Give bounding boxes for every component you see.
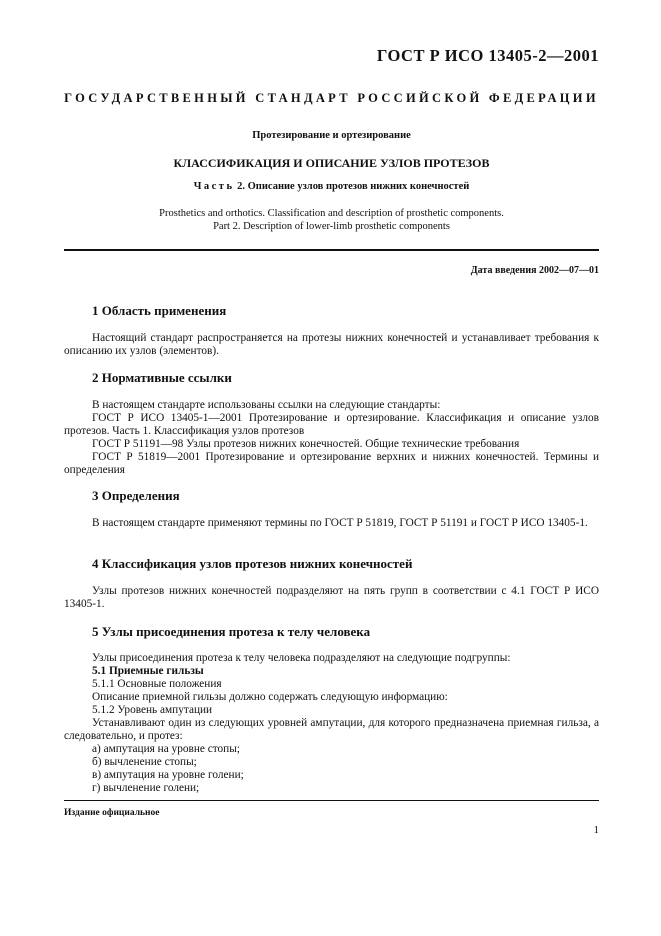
section-1-heading: 1 Область применения (92, 303, 227, 318)
section-5-heading: 5 Узлы присоединения протеза к телу человека (92, 624, 371, 639)
subsection-5-1-2-heading: 5.1.2 Уровень ампутации (92, 704, 213, 716)
reference-gost-r-iso-13405-1: ГОСТ Р ИСО 13405-1—2001 Протезирование и ортезирование. Классификация и описание узлов протезов. Часть 1. Классификация узлов протезов (64, 412, 599, 438)
part-title-rest: 2. Описание узлов протезов нижних конечностей (237, 181, 470, 192)
standard-title: КЛАССИФИКАЦИЯ И ОПИСАНИЕ УЗЛОВ ПРОТЕЗОВ (173, 156, 490, 170)
section-5-intro: Узлы присоединения протеза к телу человека подразделяют на следующие подгруппы: (92, 652, 511, 664)
section-2-heading: 2 Нормативные ссылки (92, 370, 232, 385)
list-item: а) ампутация на уровне стопы; (92, 743, 240, 755)
english-title-line-2: Part 2. Description of lower-limb prosthetic components (213, 221, 450, 232)
introduction-date: Дата введения 2002—07—01 (470, 265, 599, 276)
state-standard-banner: ГОСУДАРСТВЕННЫЙ СТАНДАРТ РОССИЙСКОЙ ФЕДЕРАЦИИ (64, 91, 599, 105)
reference-gost-r-51819: ГОСТ Р 51819—2001 Протезирование и ортезирование верхних и нижних конечностей. Термины и определения (64, 451, 599, 477)
page-number: 1 (593, 824, 599, 836)
section-3-text: В настоящем стандарте применяют термины по ГОСТ Р 51819, ГОСТ Р 51191 и ГОСТ Р ИСО 13405-1. (92, 517, 588, 529)
english-title-line-1: Prosthetics and orthotics. Classification and description of prosthetic components. (159, 208, 504, 219)
section-4-heading: 4 Классификация узлов протезов нижних конечностей (92, 556, 413, 571)
section-3-heading: 3 Определения (92, 488, 180, 503)
amputation-levels-text: Устанавливают один из следующих уровней ампутации, для которого предназначена приемная гильза, а следовательно, и протез: (64, 717, 599, 743)
header-divider (64, 249, 599, 251)
section-2-intro: В настоящем стандарте использованы ссылки на следующие стандарты: (92, 399, 441, 411)
subsection-5-1-heading: 5.1 Приемные гильзы (92, 665, 204, 677)
official-edition-label: Издание официальное (64, 808, 160, 818)
part-word: Часть (193, 181, 235, 192)
list-item: б) вычленение стопы; (92, 756, 197, 768)
document-number: ГОСТ Р ИСО 13405-2—2001 (376, 46, 599, 65)
list-item: в) ампутация на уровне голени; (92, 769, 244, 781)
footer-divider (64, 800, 599, 801)
reference-gost-r-51191: ГОСТ Р 51191—98 Узлы протезов нижних конечностей. Общие технические требования (92, 438, 520, 450)
standard-series: Протезирование и ортезирование (252, 130, 411, 141)
section-1-text: Настоящий стандарт распространяется на протезы нижних конечностей и устанавливает требования к описанию их узлов (элементов). (64, 332, 599, 358)
section-4-text: Узлы протезов нижних конечностей подразделяют на пять групп в соответствии с 4.1 ГОСТ Р ИСО 13405-1. (64, 585, 599, 611)
subsection-5-1-1-heading: 5.1.1 Основные положения (92, 678, 222, 690)
socket-description-text: Описание приемной гильзы должно содержать следующую информацию: (92, 691, 448, 703)
list-item: г) вычленение голени; (92, 782, 200, 794)
standard-part-title (64, 181, 599, 192)
